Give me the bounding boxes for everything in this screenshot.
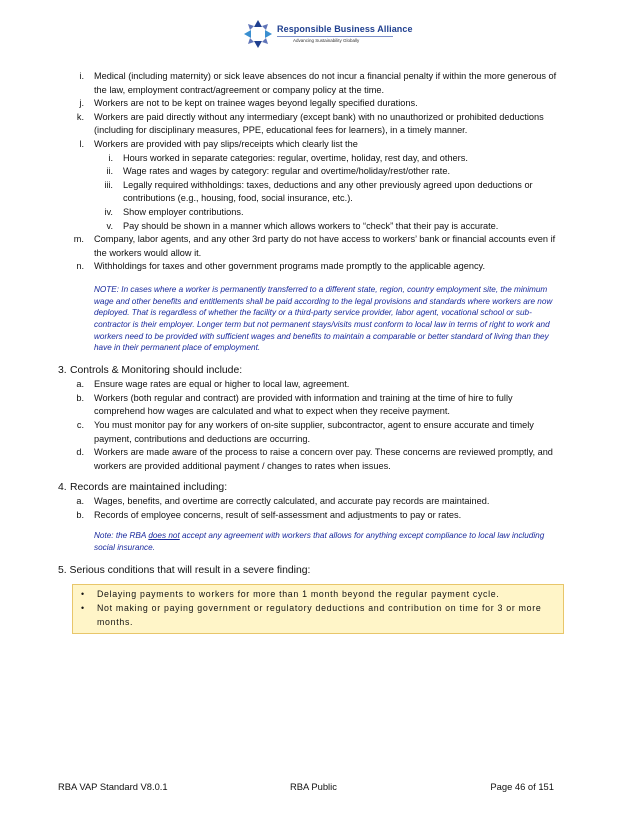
list-item: a. Ensure wage rates are equal or higher to local law, agreement. xyxy=(76,379,350,390)
list-item: n. Withholdings for taxes and other government programs made promptly to the applicable agency. xyxy=(76,261,486,272)
footer-page-number: Page 46 of 151 xyxy=(490,781,554,792)
sub-list-item: ii. Wage rates and wages by category: regular and overtime/holiday/rest/other rate. xyxy=(106,166,451,177)
bullet-icon: • xyxy=(81,602,85,613)
section-3-heading: 3. Controls & Monitoring should include: xyxy=(58,365,243,377)
list-item: b. Workers (both regular and contract) are provided with information and training at the time of hire to fully comprehend how wages are calculated and what to expect when they receive payment. xyxy=(76,392,513,417)
list-item: • Not making or paying government or regulatory deductions and contribution on time for 3 or more months. xyxy=(81,602,542,627)
note-transfer: NOTE: In cases where a worker is permanently transferred to a different state, region, country employment site, the minimum wage and other benefits and entitlements shall be paid according to the legal provisions and standards where workers are now deployed. That is regardless of whether the facility or a third-party service provider, labor agent, vocational school or sub-contractor is their employer. Longer term but not permanent stays/visits must conform to local law in terms of right to work and workers need to be provided with sufficient wages and benefits to maintain a comparable or better standard of living than they have in their permanent place of employment. xyxy=(94,284,553,353)
list-item: i. Medical (including maternity) or sick leave absences do not incur a financial penalty if within the more generous of the law, employment contract/agreement or company policy at the time. xyxy=(79,71,557,95)
sub-list-item: i. Hours worked in separate categories: regular, overtime, holiday, rest day, and others. xyxy=(108,152,468,163)
list-item: l. Workers are provided with pay slips/receipts which clearly list the xyxy=(79,138,358,149)
rba-logo xyxy=(243,18,413,50)
logo-tagline: Advancing Sustainability Globally xyxy=(293,37,360,43)
footer-classification: RBA Public xyxy=(290,781,337,792)
sub-list-item: iii. Legally required withholdings: taxes, deductions and any other previously agreed upon deductions or contributions (e.g., housing, food, social insurance, etc.). xyxy=(104,179,533,204)
list-item: j. Workers are not to be kept on trainee wages beyond legally specified durations. xyxy=(79,98,418,109)
logo-rule xyxy=(277,36,393,37)
note-rba: Note: the RBA does not accept any agreement with workers that allows for anything except compliance to local law including social insurance. xyxy=(94,531,545,553)
list-item: b. Records of employee concerns, result of self-assessment and adjustments to pay or rates. xyxy=(76,509,462,520)
list-item: • Delaying payments to workers for more than 1 month beyond the regular payment cycle. xyxy=(81,588,500,599)
footer-doc-title: RBA VAP Standard V8.0.1 xyxy=(58,781,168,792)
sub-list-item: v. Pay should be shown in a manner which allows workers to “check” that their pay is accurate. xyxy=(106,220,499,231)
rba-logo-mark-icon xyxy=(243,19,273,49)
logo-name: Responsible Business Alliance xyxy=(277,23,413,34)
bullet-icon: • xyxy=(81,588,85,599)
list-item: a. Wages, benefits, and overtime are correctly calculated, and accurate pay records are maintained. xyxy=(76,496,490,507)
list-item: m. Company, labor agents, and any other 3rd party do not have access to workers’ bank or financial accounts even if the workers would allow it. xyxy=(73,234,556,258)
severe-findings-box xyxy=(72,584,564,634)
list-item: c. You must monitor pay for any workers of on-site supplier, subcontractor, agent to ensure accurate and timely payment, contributions and deductions are occurring. xyxy=(76,419,534,444)
section-4-heading: 4. Records are maintained including: xyxy=(58,482,228,494)
sub-list-item: iv. Show employer contributions. xyxy=(104,206,244,217)
section-5-heading: 5. Serious conditions that will result in a severe finding: xyxy=(58,564,311,576)
list-item: k. Workers are paid directly without any intermediary (except bank) with no unauthorized or prohibited deductions (including for disciplinary measures, PPE, educational fees for learners), in a timely manner. xyxy=(76,111,544,136)
list-item: d. Workers are made aware of the process to raise a concern over pay. These concerns are reviewed promptly, and workers are provided additional payment / changes to rates when issues. xyxy=(76,447,553,471)
page-content xyxy=(58,70,564,634)
